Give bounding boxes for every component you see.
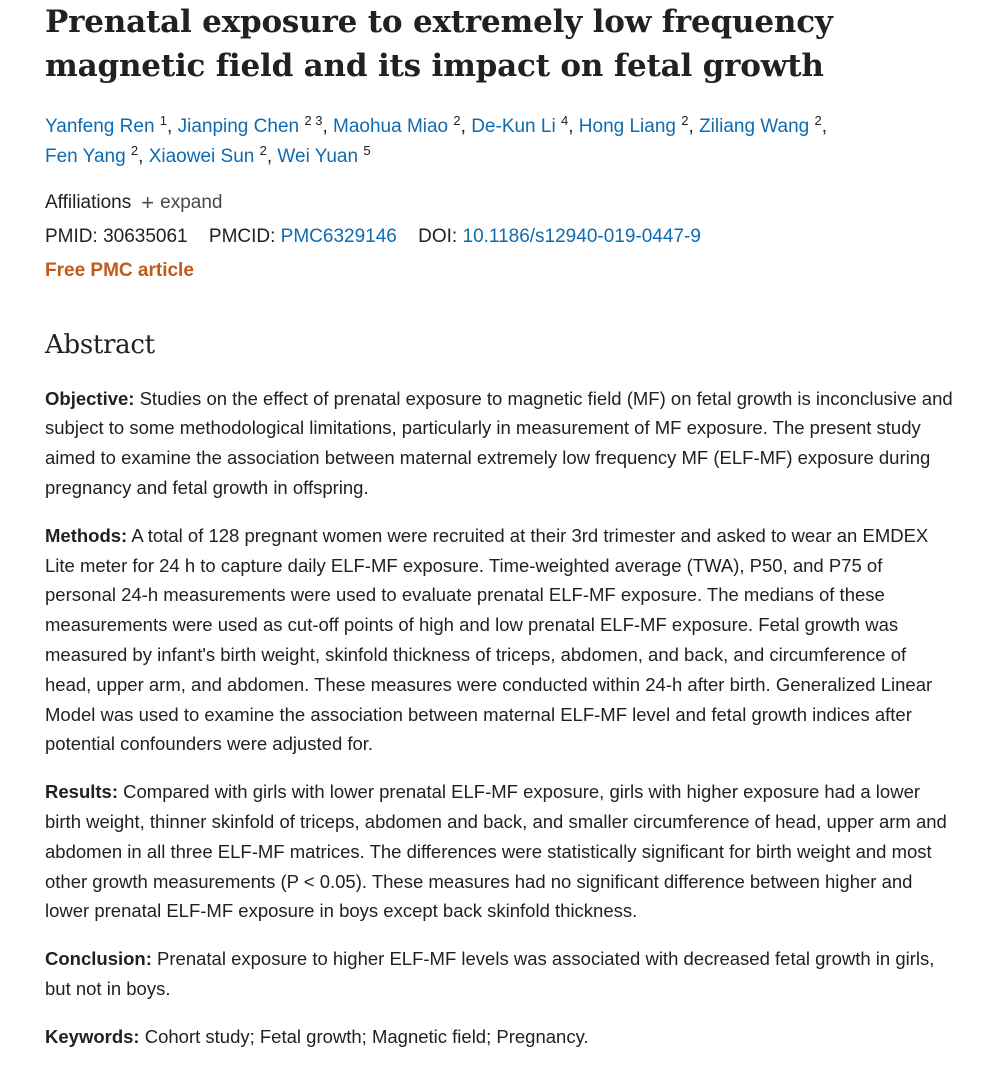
doi [418, 226, 701, 247]
results-label: Results: [45, 781, 118, 803]
doi-label: DOI: [418, 226, 458, 247]
affiliations-row [45, 190, 955, 216]
objective-label: Objective: [45, 387, 135, 409]
author-affiliation-ref: 2 3 [304, 113, 323, 128]
plus-icon: + [141, 190, 155, 215]
author-affiliation-ref: 2 [814, 113, 822, 128]
author-affiliation-ref: 2 [130, 143, 139, 158]
author-name: Ziliang Wang [699, 116, 810, 137]
author-link[interactable] [277, 143, 371, 167]
expand-affiliations-button[interactable] [141, 190, 222, 216]
results-text: Compared with girls with lower prenatal ELF-MF exposure, girls with higher exposure had a lower birth weight, thinner skinfold of triceps, abdomen and back, and smaller circumference of head, upper arm and abdomen in all three ELF-MF matrices. The differences were statistically significant for birth weight and most other growth measurements (P < 0.05). These measures had no significant difference between higher and lower prenatal ELF-MF exposure in boys except back skinfold thickness. [45, 781, 947, 922]
author-link[interactable] [45, 143, 139, 167]
title-line-1: Prenatal exposure to extremely low frequency [45, 4, 833, 40]
identifiers-row [45, 224, 955, 250]
pmcid-link[interactable]: PMC6329146 [280, 226, 397, 247]
author-link[interactable] [578, 113, 689, 137]
author-affiliation-ref: 1 [159, 113, 168, 128]
author-link[interactable] [177, 113, 323, 137]
conclusion-text: Prenatal exposure to higher ELF-MF levels was associated with decreased fetal growth in girls, but not in boys. [45, 948, 935, 999]
author-name: Fen Yang [45, 146, 126, 167]
author-link[interactable] [471, 113, 569, 137]
keywords-text: Cohort study; Fetal growth; Magnetic field; Pregnancy. [139, 1025, 589, 1047]
free-pmc-badge: Free PMC article [45, 260, 194, 281]
author-name: Maohua Miao [333, 116, 449, 137]
author-list: Yanfeng Ren $^1$, Jianping Chen $^{2 3}$, Maohua Miao $^2$, De-Kun Li $^4$, Hong Liang $^2$, Ziliang Wang $^2$, Fen Yang $^2$, Xiaowei Sun $^2$, Wei Yuan $^5$ [45, 113, 828, 167]
pmid [45, 226, 188, 247]
affiliations-label: Affiliations [45, 192, 132, 213]
author-link[interactable] [333, 113, 461, 137]
conclusion-label: Conclusion: [45, 948, 152, 970]
author-affiliation-ref: 5 [363, 143, 371, 158]
doi-link[interactable]: 10.1186/s12940-019-0447-9 [462, 226, 701, 247]
author-name: Yanfeng Ren [45, 116, 155, 137]
keywords-label: Keywords: [45, 1025, 140, 1047]
author-link[interactable] [45, 113, 168, 137]
author-affiliation-ref: 2 [259, 143, 267, 158]
author-affiliation-ref: 2 [681, 113, 689, 128]
author-affiliation-ref: 2 [453, 113, 461, 128]
methods-text: A total of 128 pregnant women were recruited at their 3rd trimester and asked to wear an EMDEX Lite meter for 24 h to capture daily ELF-MF exposure. Time-weighted average (TWA), P50, and P75 of personal 24-h measurements were used to evaluate prenatal ELF-MF exposure. The medians of these measurements were used as cut-off points of high and low prenatal ELF-MF exposure. Fetal growth was measured by infant's birth weight, skinfold thickness of triceps, abdomen, and back, and circumference of head, upper arm, and abdomen. These measures were conducted within 24-h after birth. Generalized Linear Model was used to examine the association between maternal ELF-MF level and fetal growth indices after potential confounders were adjusted for. [45, 524, 933, 755]
author-link[interactable] [699, 113, 822, 137]
pmid-value: 30635061 [103, 226, 188, 247]
pmcid [209, 226, 397, 247]
title-line-2: magnetic field and its impact on fetal growth [45, 48, 824, 84]
abstract-methods [45, 521, 955, 759]
pmid-label: PMID: [45, 226, 98, 247]
author-name: Wei Yuan [277, 146, 359, 167]
article-title [45, 0, 955, 88]
abstract-heading: Abstract [45, 330, 155, 360]
author-name: Jianping Chen [177, 116, 300, 137]
objective-text: Studies on the effect of prenatal exposure to magnetic field (MF) on fetal growth is inconclusive and subject to some methodological limitations, particularly in measurement of MF exposure. The present study aimed to examine the association between maternal extremely low frequency MF (ELF-MF) exposure during pregnancy and fetal growth in offspring. [45, 387, 953, 498]
abstract-keywords [45, 1022, 955, 1052]
author-affiliation-ref: 4 [560, 113, 569, 128]
abstract-conclusion [45, 944, 955, 1004]
author-name: De-Kun Li [471, 116, 556, 137]
author-name: Xiaowei Sun [148, 146, 255, 167]
author-name: Hong Liang [578, 116, 676, 137]
abstract-objective [45, 384, 955, 503]
author-link[interactable] [148, 143, 267, 167]
abstract-results [45, 777, 955, 926]
pmcid-label: PMCID: [208, 226, 276, 247]
methods-label: Methods: [45, 524, 128, 546]
expand-label: expand [160, 192, 223, 213]
